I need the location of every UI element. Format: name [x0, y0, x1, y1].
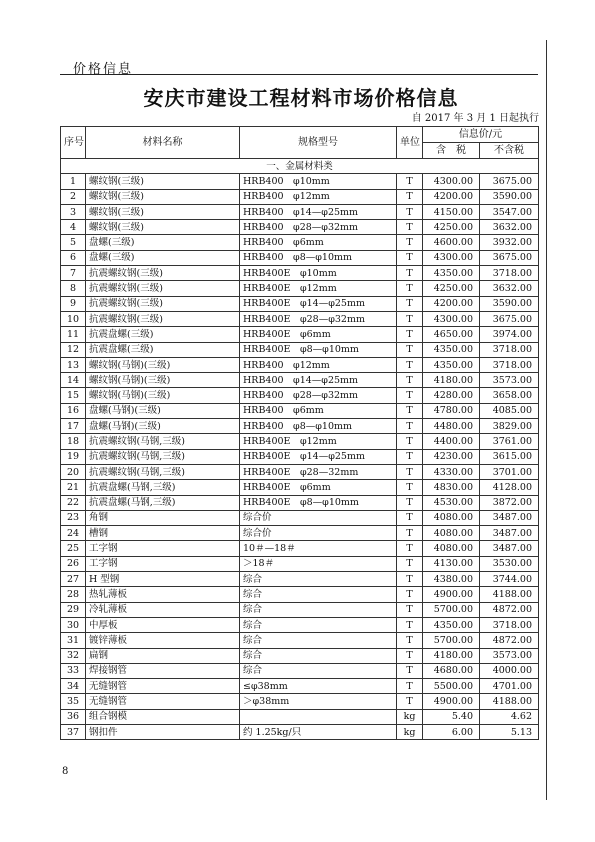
table-row: [61, 266, 539, 281]
row-no: 30: [61, 617, 86, 632]
margin-line: [546, 40, 547, 800]
material-name: 盘螺(马钢)(三级): [86, 419, 240, 434]
price-with-tax: 4480.00: [423, 419, 480, 434]
price-without-tax: 3590.00: [480, 189, 539, 204]
row-no: 8: [61, 281, 86, 296]
spec: ＞18＃: [240, 556, 397, 571]
table-row: [61, 526, 539, 541]
spec: HRB400 φ14—φ25mm: [240, 204, 397, 219]
unit: T: [397, 633, 423, 648]
effective-date: 自 2017 年 3 月 1 日起执行: [411, 113, 539, 124]
table-row: [61, 419, 539, 434]
row-no: 17: [61, 419, 86, 434]
price-without-tax: 3744.00: [480, 572, 539, 587]
price-with-tax: 5700.00: [423, 633, 480, 648]
unit: T: [397, 556, 423, 571]
row-no: 1: [61, 174, 86, 189]
table-row: [61, 311, 539, 326]
material-name: 工字钢: [86, 541, 240, 556]
spec: 综合: [240, 587, 397, 602]
row-no: 2: [61, 189, 86, 204]
unit: T: [397, 373, 423, 388]
row-no: 26: [61, 556, 86, 571]
price-without-tax: 3701.00: [480, 464, 539, 479]
price-with-tax: 6.00: [423, 724, 480, 739]
price-without-tax: 3718.00: [480, 617, 539, 632]
row-no: 34: [61, 679, 86, 694]
price-without-tax: 3761.00: [480, 434, 539, 449]
price-without-tax: 3718.00: [480, 342, 539, 357]
price-without-tax: 3487.00: [480, 541, 539, 556]
price-without-tax: 3632.00: [480, 281, 539, 296]
table-row: [61, 464, 539, 479]
spec: HRB400E φ14—φ25mm: [240, 449, 397, 464]
spec: [240, 709, 397, 724]
material-name: 螺纹钢(三级): [86, 189, 240, 204]
spec: HRB400 φ12mm: [240, 189, 397, 204]
spec: HRB400 φ6mm: [240, 403, 397, 418]
spec: HRB400 φ12mm: [240, 357, 397, 372]
table-row: [61, 556, 539, 571]
spec: 综合: [240, 663, 397, 678]
price-with-tax: 4600.00: [423, 235, 480, 250]
spec: HRB400E φ8—φ10mm: [240, 342, 397, 357]
material-name: 盘螺(三级): [86, 250, 240, 265]
price-with-tax: 4650.00: [423, 327, 480, 342]
row-no: 7: [61, 266, 86, 281]
material-name: 抗震螺纹钢(三级): [86, 281, 240, 296]
spec: 10＃—18＃: [240, 541, 397, 556]
price-without-tax: 4872.00: [480, 602, 539, 617]
table-row: [61, 572, 539, 587]
row-no: 19: [61, 449, 86, 464]
table-header-row: [61, 127, 539, 143]
table-row: [61, 480, 539, 495]
table-row: [61, 694, 539, 709]
material-name: 角钢: [86, 510, 240, 525]
material-name: 热轧薄板: [86, 587, 240, 602]
unit: T: [397, 449, 423, 464]
price-with-tax: 4680.00: [423, 663, 480, 678]
price-with-tax: 5.40: [423, 709, 480, 724]
unit: T: [397, 357, 423, 372]
row-no: 36: [61, 709, 86, 724]
unit: T: [397, 464, 423, 479]
page-title: 安庆市建设工程材料市场价格信息: [143, 86, 459, 110]
row-no: 28: [61, 587, 86, 602]
price-without-tax: 3487.00: [480, 510, 539, 525]
unit: T: [397, 526, 423, 541]
price-with-tax: 5500.00: [423, 679, 480, 694]
price-without-tax: 3718.00: [480, 266, 539, 281]
price-with-tax: 4230.00: [423, 449, 480, 464]
material-name: 螺纹钢(马钢)(三级): [86, 373, 240, 388]
row-no: 29: [61, 602, 86, 617]
col-header-without-tax: 不含税: [480, 143, 539, 159]
material-name: 槽钢: [86, 526, 240, 541]
row-no: 35: [61, 694, 86, 709]
price-without-tax: 3658.00: [480, 388, 539, 403]
material-name: 盘螺(马钢)(三级): [86, 403, 240, 418]
material-name: 抗震螺纹钢(三级): [86, 266, 240, 281]
material-name: 抗震螺纹钢(三级): [86, 296, 240, 311]
unit: T: [397, 419, 423, 434]
unit: T: [397, 189, 423, 204]
row-no: 10: [61, 311, 86, 326]
material-name: 抗震盘螺(三级): [86, 327, 240, 342]
price-with-tax: 4350.00: [423, 357, 480, 372]
price-with-tax: 4200.00: [423, 189, 480, 204]
table-row: [61, 204, 539, 219]
row-no: 5: [61, 235, 86, 250]
unit: T: [397, 510, 423, 525]
price-table: [60, 126, 539, 740]
row-no: 18: [61, 434, 86, 449]
price-without-tax: 3573.00: [480, 373, 539, 388]
price-with-tax: 4250.00: [423, 281, 480, 296]
table-row: [61, 648, 539, 663]
row-no: 6: [61, 250, 86, 265]
table-row: [61, 373, 539, 388]
material-name: 中厚板: [86, 617, 240, 632]
row-no: 16: [61, 403, 86, 418]
price-without-tax: 3872.00: [480, 495, 539, 510]
spec: HRB400E φ12mm: [240, 281, 397, 296]
row-no: 12: [61, 342, 86, 357]
price-with-tax: 5700.00: [423, 602, 480, 617]
spec: HRB400 φ14—φ25mm: [240, 373, 397, 388]
price-without-tax: 3675.00: [480, 311, 539, 326]
material-name: 钢扣件: [86, 724, 240, 739]
price-with-tax: 4180.00: [423, 648, 480, 663]
unit: T: [397, 311, 423, 326]
col-header-name: 材料名称: [86, 127, 240, 159]
table-row: [61, 679, 539, 694]
table-row: [61, 357, 539, 372]
material-name: 镀锌薄板: [86, 633, 240, 648]
price-with-tax: 4080.00: [423, 510, 480, 525]
price-with-tax: 4150.00: [423, 204, 480, 219]
material-name: 抗震盘螺(马钢,三级): [86, 480, 240, 495]
row-no: 3: [61, 204, 86, 219]
price-without-tax: 4701.00: [480, 679, 539, 694]
row-no: 24: [61, 526, 86, 541]
spec: 综合: [240, 633, 397, 648]
material-name: 无缝钢管: [86, 694, 240, 709]
price-with-tax: 4900.00: [423, 694, 480, 709]
table-row: [61, 495, 539, 510]
price-without-tax: 5.13: [480, 724, 539, 739]
row-no: 25: [61, 541, 86, 556]
row-no: 9: [61, 296, 86, 311]
unit: T: [397, 235, 423, 250]
unit: T: [397, 587, 423, 602]
page-number: 8: [62, 766, 69, 777]
table-row: [61, 541, 539, 556]
row-no: 11: [61, 327, 86, 342]
material-name: H 型钢: [86, 572, 240, 587]
price-with-tax: 4080.00: [423, 541, 480, 556]
unit: T: [397, 572, 423, 587]
row-no: 13: [61, 357, 86, 372]
unit: kg: [397, 709, 423, 724]
price-without-tax: 4128.00: [480, 480, 539, 495]
unit: T: [397, 617, 423, 632]
price-with-tax: 4250.00: [423, 220, 480, 235]
price-with-tax: 4180.00: [423, 373, 480, 388]
table-row: [61, 220, 539, 235]
table-row: [61, 250, 539, 265]
price-with-tax: 4330.00: [423, 464, 480, 479]
material-name: 螺纹钢(马钢)(三级): [86, 388, 240, 403]
spec: ＞φ38mm: [240, 694, 397, 709]
material-name: 抗震盘螺(马钢,三级): [86, 495, 240, 510]
material-name: 螺纹钢(三级): [86, 204, 240, 219]
unit: T: [397, 403, 423, 418]
spec: HRB400E φ12mm: [240, 434, 397, 449]
price-with-tax: 4300.00: [423, 174, 480, 189]
unit: T: [397, 480, 423, 495]
unit: T: [397, 541, 423, 556]
material-name: 螺纹钢(马钢)(三级): [86, 357, 240, 372]
price-without-tax: 3615.00: [480, 449, 539, 464]
row-no: 15: [61, 388, 86, 403]
spec: HRB400 φ6mm: [240, 235, 397, 250]
spec: HRB400E φ14—φ25mm: [240, 296, 397, 311]
price-without-tax: 3675.00: [480, 250, 539, 265]
unit: T: [397, 220, 423, 235]
price-without-tax: 4872.00: [480, 633, 539, 648]
row-no: 33: [61, 663, 86, 678]
price-without-tax: 3573.00: [480, 648, 539, 663]
spec: HRB400E φ28—φ32mm: [240, 311, 397, 326]
material-name: 抗震盘螺(三级): [86, 342, 240, 357]
price-without-tax: 4.62: [480, 709, 539, 724]
price-without-tax: 3675.00: [480, 174, 539, 189]
col-header-with-tax: 含 税: [423, 143, 480, 159]
spec: HRB400E φ6mm: [240, 480, 397, 495]
table-row: [61, 617, 539, 632]
spec: HRB400 φ28—φ32mm: [240, 388, 397, 403]
table-row: [61, 327, 539, 342]
spec: 综合: [240, 648, 397, 663]
material-name: 抗震螺纹钢(马钢,三级): [86, 449, 240, 464]
material-name: 抗震螺纹钢(三级): [86, 311, 240, 326]
unit: T: [397, 327, 423, 342]
price-without-tax: 3487.00: [480, 526, 539, 541]
price-without-tax: 3632.00: [480, 220, 539, 235]
price-with-tax: 4780.00: [423, 403, 480, 418]
col-header-no: 序号: [61, 127, 86, 159]
price-with-tax: 4530.00: [423, 495, 480, 510]
row-no: 20: [61, 464, 86, 479]
price-without-tax: 3530.00: [480, 556, 539, 571]
spec: HRB400E φ8—φ10mm: [240, 495, 397, 510]
spec: HRB400 φ10mm: [240, 174, 397, 189]
price-with-tax: 4280.00: [423, 388, 480, 403]
material-name: 冷轧薄板: [86, 602, 240, 617]
table-row: [61, 403, 539, 418]
material-name: 抗震螺纹钢(马钢,三级): [86, 464, 240, 479]
col-header-price: 信息价/元: [423, 127, 539, 143]
row-no: 23: [61, 510, 86, 525]
price-without-tax: 3974.00: [480, 327, 539, 342]
unit: T: [397, 250, 423, 265]
category-row: [61, 159, 539, 174]
price-with-tax: 4400.00: [423, 434, 480, 449]
price-with-tax: 4130.00: [423, 556, 480, 571]
table-row: [61, 602, 539, 617]
unit: T: [397, 174, 423, 189]
spec: HRB400E φ10mm: [240, 266, 397, 281]
row-no: 22: [61, 495, 86, 510]
category-label: 一、金属材料类: [61, 159, 539, 174]
row-no: 21: [61, 480, 86, 495]
price-without-tax: 4188.00: [480, 694, 539, 709]
material-name: 抗震螺纹钢(马钢,三级): [86, 434, 240, 449]
spec: 综合价: [240, 510, 397, 525]
table-row: [61, 189, 539, 204]
unit: T: [397, 296, 423, 311]
material-name: 螺纹钢(三级): [86, 174, 240, 189]
table-row: [61, 174, 539, 189]
table-row: [61, 388, 539, 403]
price-with-tax: 4300.00: [423, 311, 480, 326]
material-name: 盘螺(三级): [86, 235, 240, 250]
unit: T: [397, 694, 423, 709]
material-name: 无缝钢管: [86, 679, 240, 694]
spec: 综合: [240, 617, 397, 632]
spec: 综合: [240, 602, 397, 617]
spec: 综合: [240, 572, 397, 587]
material-name: 工字钢: [86, 556, 240, 571]
price-without-tax: 4000.00: [480, 663, 539, 678]
unit: T: [397, 663, 423, 678]
price-without-tax: 3590.00: [480, 296, 539, 311]
unit: T: [397, 281, 423, 296]
price-without-tax: 4085.00: [480, 403, 539, 418]
price-with-tax: 4380.00: [423, 572, 480, 587]
spec: HRB400E φ6mm: [240, 327, 397, 342]
table-row: [61, 633, 539, 648]
unit: T: [397, 266, 423, 281]
col-header-unit: 单位: [397, 127, 423, 159]
row-no: 31: [61, 633, 86, 648]
spec: HRB400 φ8—φ10mm: [240, 419, 397, 434]
spec: 综合价: [240, 526, 397, 541]
unit: kg: [397, 724, 423, 739]
material-name: 扁钢: [86, 648, 240, 663]
row-no: 4: [61, 220, 86, 235]
table-row: [61, 434, 539, 449]
spec: HRB400E φ28—32mm: [240, 464, 397, 479]
unit: T: [397, 648, 423, 663]
unit: T: [397, 434, 423, 449]
table-row: [61, 709, 539, 724]
table-row: [61, 510, 539, 525]
spec: ≤φ38mm: [240, 679, 397, 694]
unit: T: [397, 388, 423, 403]
price-with-tax: 4350.00: [423, 342, 480, 357]
row-no: 37: [61, 724, 86, 739]
col-header-spec: 规格型号: [240, 127, 397, 159]
table-row: [61, 724, 539, 739]
price-with-tax: 4830.00: [423, 480, 480, 495]
unit: T: [397, 342, 423, 357]
section-label: 价格信息: [73, 62, 134, 77]
spec: HRB400 φ28—φ32mm: [240, 220, 397, 235]
unit: T: [397, 679, 423, 694]
table-row: [61, 663, 539, 678]
unit: T: [397, 602, 423, 617]
row-no: 27: [61, 572, 86, 587]
price-without-tax: 3547.00: [480, 204, 539, 219]
table-row: [61, 342, 539, 357]
price-without-tax: 3932.00: [480, 235, 539, 250]
price-without-tax: 3718.00: [480, 357, 539, 372]
price-without-tax: 4188.00: [480, 587, 539, 602]
price-with-tax: 4900.00: [423, 587, 480, 602]
table-row: [61, 281, 539, 296]
price-with-tax: 4350.00: [423, 266, 480, 281]
unit: T: [397, 204, 423, 219]
price-with-tax: 4300.00: [423, 250, 480, 265]
spec: HRB400 φ8—φ10mm: [240, 250, 397, 265]
price-with-tax: 4200.00: [423, 296, 480, 311]
price-with-tax: 4080.00: [423, 526, 480, 541]
spec: 约 1.25kg/只: [240, 724, 397, 739]
table-row: [61, 587, 539, 602]
row-no: 14: [61, 373, 86, 388]
table-row: [61, 449, 539, 464]
material-name: 组合钢模: [86, 709, 240, 724]
row-no: 32: [61, 648, 86, 663]
table-row: [61, 296, 539, 311]
material-name: 螺纹钢(三级): [86, 220, 240, 235]
header-rule: [60, 74, 538, 75]
table-row: [61, 235, 539, 250]
price-without-tax: 3829.00: [480, 419, 539, 434]
price-with-tax: 4350.00: [423, 617, 480, 632]
material-name: 焊接钢管: [86, 663, 240, 678]
unit: T: [397, 495, 423, 510]
